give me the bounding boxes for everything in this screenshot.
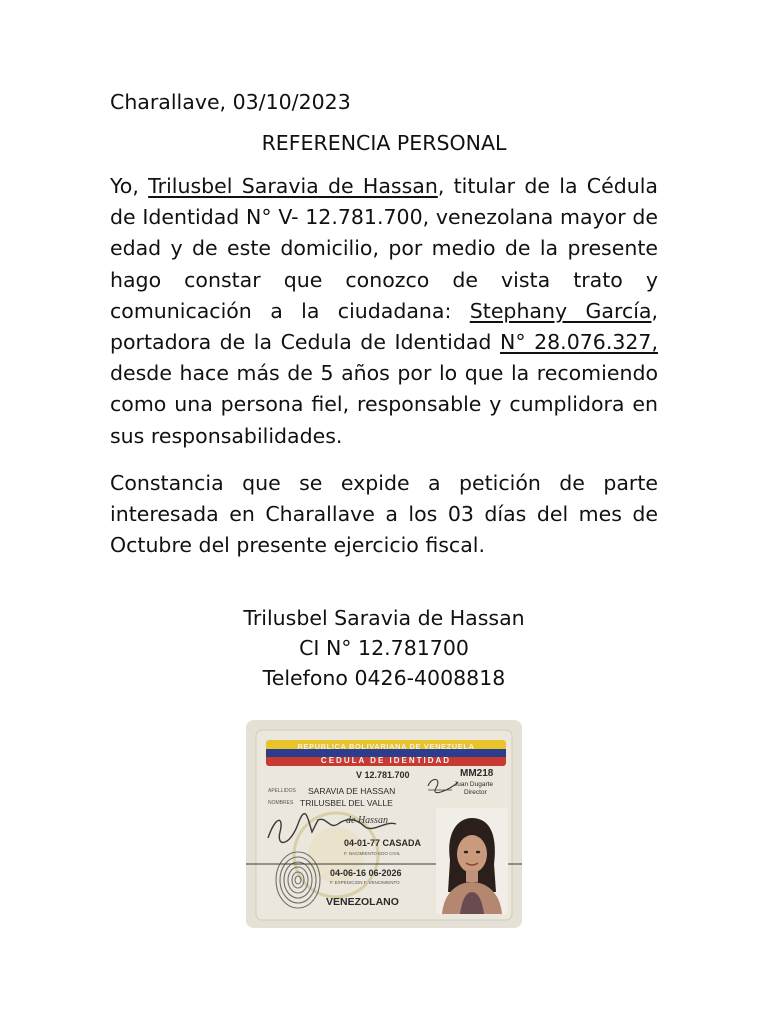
card-apellidos: SARAVIA DE HASSAN bbox=[308, 786, 396, 796]
paragraph-text: Yo, bbox=[110, 174, 149, 198]
card-director-title: Director bbox=[464, 789, 487, 796]
card-id-number: V 12.781.700 bbox=[356, 770, 410, 780]
portrait-icon bbox=[436, 808, 508, 914]
signer-name: Trilusbel Saravia de Hassan bbox=[148, 174, 438, 198]
card-title: CEDULA DE IDENTIDAD bbox=[320, 756, 452, 765]
reference-paragraph bbox=[110, 171, 658, 452]
referenced-person-id: N° 28.076.327, bbox=[499, 330, 658, 355]
closing-paragraph: Constancia que se expide a petición de parte interesada en Charallave a los 03 días del mes de Octubre del presente ejercicio fiscal. bbox=[110, 471, 658, 558]
signer-name-line: Trilusbel Saravia de Hassan bbox=[243, 606, 525, 630]
card-dates-labels: F. EXPEDICION F. VENCIMIENTO bbox=[330, 880, 400, 885]
card-nombres: TRILUSBEL DEL VALLE bbox=[300, 798, 393, 808]
card-apellidos-label: APELLIDOS bbox=[268, 788, 296, 794]
card-dates: 04-06-16 06-2026 bbox=[330, 868, 402, 878]
paragraph-text: desde hace más de 5 años por lo que la recomiendo como una persona fiel, responsable y cumplidora en sus responsabilidades. bbox=[110, 361, 658, 448]
referenced-person-name: Stephany García bbox=[469, 298, 652, 323]
svg-text:de Hassan: de Hassan bbox=[346, 815, 388, 826]
card-director-name: Juan Dugarte bbox=[454, 781, 494, 788]
date-line: Charallave, 03/10/2023 bbox=[110, 90, 351, 114]
card-republic: REPUBLICA BOLIVARIANA DE VENEZUELA bbox=[297, 742, 475, 751]
card-nationality: VENEZOLANO bbox=[326, 896, 399, 908]
paragraph-text: , portadora de la Cedula de Identidad bbox=[110, 298, 658, 355]
document-title: REFERENCIA PERSONAL bbox=[261, 131, 507, 155]
card-code: MM218 bbox=[460, 768, 494, 779]
paragraph-text: , titular de la Cédula de Identidad N° V- 12.781.700, venezolana mayor de edad y de este domicilio, por medio de la presente hago constar que conozco de vista trato y comunicación a la ciudadana: bbox=[110, 174, 658, 323]
card-nombres-label: NOMBRES bbox=[268, 800, 294, 806]
signer-phone-line: Telefono 0426-4008818 bbox=[262, 666, 506, 690]
portrait-photo bbox=[436, 808, 508, 914]
card-birth-status: 04-01-77 CASADA bbox=[344, 838, 422, 848]
signer-ci-line: CI N° 12.781700 bbox=[299, 636, 469, 660]
signature-block bbox=[0, 603, 768, 693]
id-card-photo bbox=[246, 720, 522, 928]
card-birth-labels: F. NACIMIENTO EDO CIVIL bbox=[344, 851, 401, 856]
